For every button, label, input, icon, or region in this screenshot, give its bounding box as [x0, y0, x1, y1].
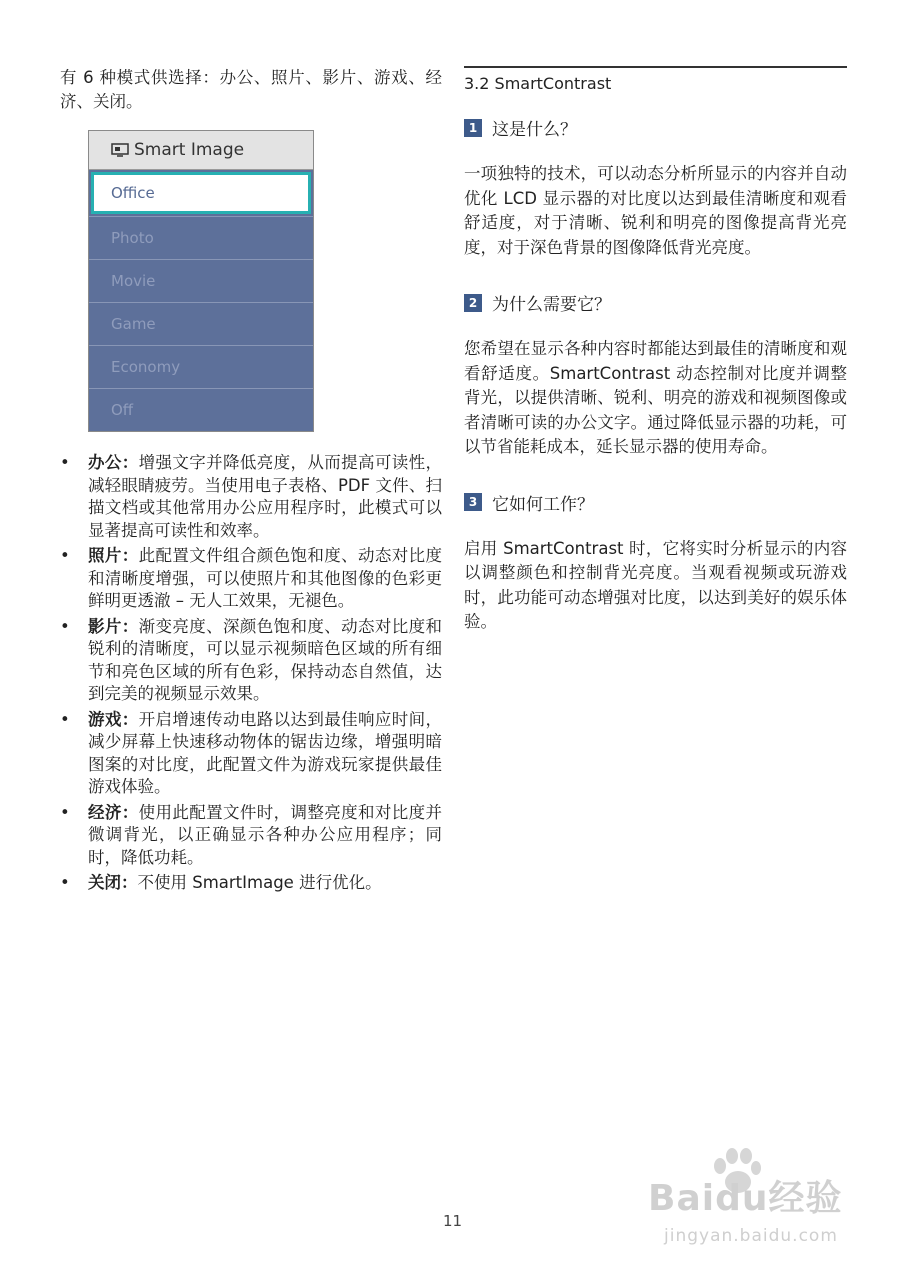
- subsection-title: 为什么需要它？: [492, 295, 611, 315]
- list-item: • 照片：此配置文件组合颜色饱和度、动态对比度和清晰度增强，可以使照片和其他图像的色彩更鲜明更透澈 – 无人工效果，无褪色。: [60, 546, 442, 610]
- watermark-url: jingyan.baidu.com: [664, 1226, 838, 1246]
- subsection-heading-2: [464, 290, 847, 315]
- mode-list: [60, 452, 442, 895]
- page-number: 11: [442, 1212, 463, 1230]
- subsection-text: 启用 SmartContrast 时，它将实时分析显示的内容以调整颜色和控制背光亮度。当观看视频或玩游戏时，此功能可动态增强对比度，以达到美好的娱乐体验。: [464, 538, 847, 631]
- intro-paragraph: 有 6 种模式供选择：办公、照片、影片、游戏、经济、关闭。: [60, 68, 442, 111]
- number-badge: 1: [464, 119, 482, 137]
- menu-item-office[interactable]: Office: [91, 172, 311, 214]
- baidu-watermark: [648, 1148, 858, 1266]
- section-title: 3.2 SmartContrast: [464, 66, 847, 93]
- right-column: [464, 66, 847, 665]
- number-badge: 3: [464, 493, 482, 511]
- menu-title: Smart Image: [134, 140, 245, 160]
- subsection-heading-3: [464, 490, 847, 515]
- subsection-title: 这是什么？: [492, 120, 577, 140]
- subsection-text: 一项独特的技术，可以动态分析所显示的内容并自动优化 LCD 显示器的对比度以达到最佳清晰度和观看舒适度，对于清晰、锐利和明亮的图像提高背光亮度，对于深色背景的图像降低背光亮度。: [464, 164, 847, 257]
- monitor-icon: [111, 143, 129, 157]
- subsection-text: 您希望在显示各种内容时都能达到最佳的清晰度和观看舒适度。SmartContrast 动态控制对比度并调整背光，以提供清晰、锐利、明亮的游戏和视频图像或者清晰可读的办公文字。通过降低显示器的功耗，可以节省能耗成本，延长显示器的使用寿命。: [464, 339, 847, 456]
- list-item: • 经济：使用此配置文件时，调整亮度和对比度并微调背光，以正确显示各种办公应用程序；同时，降低功耗。: [60, 802, 442, 867]
- smart-image-menu: [88, 130, 314, 432]
- list-item: • 关闭：不使用 SmartImage 进行优化。: [60, 873, 382, 892]
- number-badge: 2: [464, 294, 482, 312]
- menu-item-photo[interactable]: Photo: [89, 216, 313, 259]
- menu-item-economy[interactable]: Economy: [89, 345, 313, 388]
- menu-item-game[interactable]: Game: [89, 302, 313, 345]
- list-item: • 办公：增强文字并降低亮度，从而提高可读性，减轻眼睛疲劳。当使用电子表格、PDF 文件、扫描文档或其他常用办公应用程序时，此模式可以显著提高可读性和效率。: [60, 453, 442, 540]
- left-column: [60, 66, 442, 898]
- watermark-brand: Baidu经验: [648, 1178, 843, 1219]
- list-item: • 影片：渐变亮度、深颜色饱和度、动态对比度和锐利的清晰度，可以显示视频暗色区域的所有细节和亮色区域的所有色彩，保持动态自然值，达到完美的视频显示效果。: [60, 616, 442, 703]
- menu-item-off[interactable]: Off: [89, 388, 313, 431]
- menu-item-movie[interactable]: Movie: [89, 259, 313, 302]
- menu-header: [89, 131, 313, 170]
- subsection-title: 它如何工作？: [492, 494, 594, 515]
- list-item: • 游戏：开启增速传动电路以达到最佳响应时间，减少屏幕上快速移动物体的锯齿边缘，增强明暗图案的对比度，此配置文件为游戏玩家提供最佳游戏体验。: [60, 709, 442, 796]
- subsection-heading-1: [464, 115, 847, 140]
